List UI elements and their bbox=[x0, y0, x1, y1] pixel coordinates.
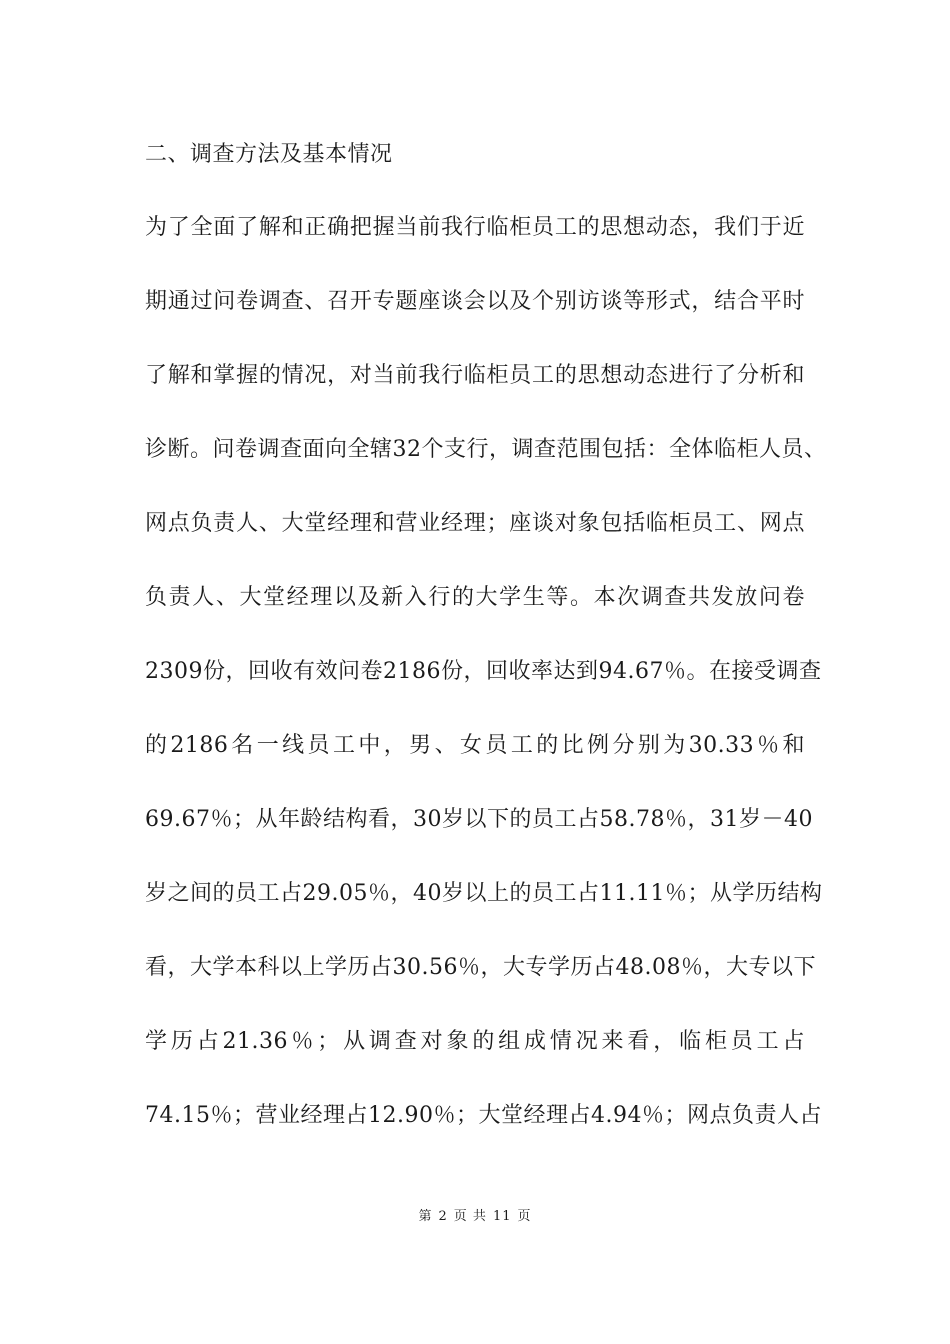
paragraph-line: 学历占21.36％；从调查对象的组成情况来看，临柜员工占 bbox=[145, 1029, 805, 1054]
paragraph-line: 74.15％；营业经理占12.90％；大堂经理占4.94％；网点负责人占 bbox=[145, 1103, 822, 1128]
paragraph-line: 岁之间的员工占29.05％，40岁以上的员工占11.11％；从学历结构 bbox=[145, 881, 823, 906]
paragraph-line: 诊断。问卷调查面向全辖32个支行，调查范围包括：全体临柜人员、 bbox=[145, 437, 827, 462]
paragraph-line: 2309份，回收有效问卷2186份，回收率达到94.67％。在接受调查 bbox=[145, 659, 822, 684]
footer-middle: 页 共 bbox=[453, 1209, 487, 1224]
footer-total-pages: 11 bbox=[492, 1209, 512, 1224]
paragraph-line: 了解和掌握的情况，对当前我行临柜员工的思想动态进行了分析和 bbox=[145, 363, 805, 388]
paragraph-line: 的2186名一线员工中，男、女员工的比例分别为30.33％和 bbox=[145, 733, 805, 758]
footer-page-number: 2 bbox=[438, 1209, 448, 1224]
paragraph-line: 负责人、大堂经理以及新入行的大学生等。本次调查共发放问卷 bbox=[145, 585, 805, 610]
paragraph-line: 期通过问卷调查、召开专题座谈会以及个别访谈等形式，结合平时 bbox=[145, 289, 805, 314]
section-heading: 二、调查方法及基本情况 bbox=[145, 142, 393, 167]
paragraph-line: 网点负责人、大堂经理和营业经理；座谈对象包括临柜员工、网点 bbox=[145, 511, 805, 536]
footer-suffix: 页 bbox=[517, 1209, 532, 1224]
paragraph-line: 为了全面了解和正确把握当前我行临柜员工的思想动态，我们于近 bbox=[145, 215, 805, 240]
paragraph-line: 69.67％；从年龄结构看，30岁以下的员工占58.78％，31岁－40 bbox=[145, 807, 813, 832]
page-footer bbox=[0, 1208, 950, 1226]
paragraph-line: 看，大学本科以上学历占30.56％，大专学历占48.08％，大专以下 bbox=[145, 955, 816, 980]
footer-prefix: 第 bbox=[418, 1209, 433, 1224]
